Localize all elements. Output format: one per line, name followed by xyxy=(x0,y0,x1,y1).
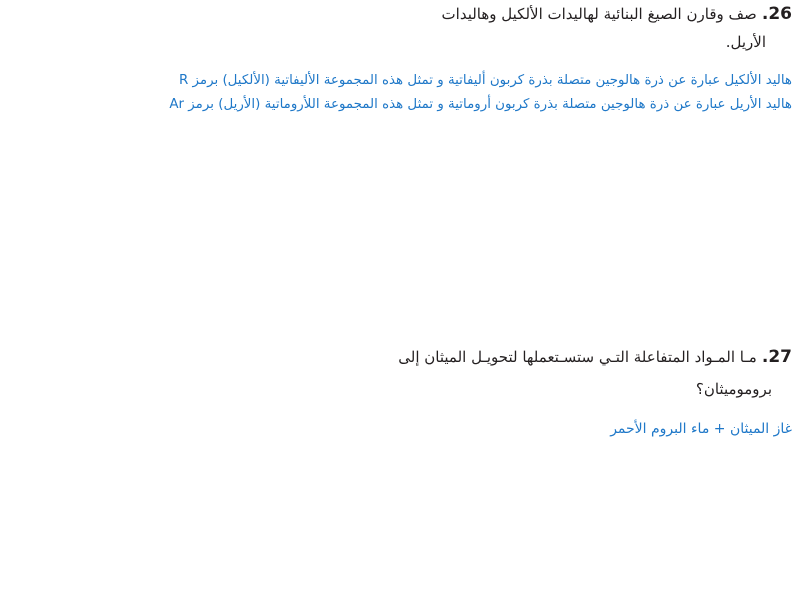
question-27-text-line2: بروموميثان؟ xyxy=(695,380,772,398)
question-27-text-line1: مـا المـواد المتفاعلة التـي ستسـتعملها لتحويـل الميثان إلى xyxy=(398,348,757,366)
answer-26-line2: هاليد الأريل عبارة عن ذرة هالوجين متصلة بذرة كربون أروماتية و تمثل هذه المجموعة اللأروماتية (الأريل) برمز Ar xyxy=(169,97,792,112)
answer-26-line1: هاليد الألكيل عبارة عن ذرة هالوجين متصلة بذرة كربون أليفاتية و تمثل هذه المجموعة الأليفاتية (الألكيل) برمز R xyxy=(178,73,792,88)
question-27 xyxy=(392,343,792,371)
question-26 xyxy=(392,0,792,28)
question-26-number: 26. xyxy=(761,4,792,24)
answer-27-line1: غاز الميثان + ماء البروم الأحمر xyxy=(610,421,792,437)
question-26-text-line1: صف وقارن الصيغ البنائية لهاليدات الألكيل وهاليدات xyxy=(441,5,757,23)
question-26-text-line2: الأريل. xyxy=(725,33,766,51)
question-27-number: 27. xyxy=(761,347,792,367)
